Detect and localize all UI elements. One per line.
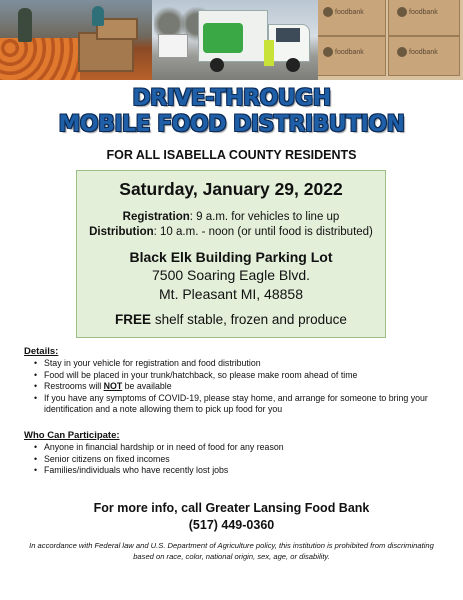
registration-label: Registration — [122, 211, 190, 223]
details-list — [34, 358, 444, 416]
boxes-photo — [318, 0, 463, 80]
truck-graphic — [203, 23, 243, 53]
photo-banner — [0, 0, 463, 80]
list-item: • Food will be placed in your trunk/hatchback, so please make room ahead of time — [34, 370, 444, 382]
food-box — [388, 36, 460, 76]
truck-wheel — [210, 58, 224, 72]
registration-line — [77, 210, 385, 225]
free-items-line — [77, 312, 385, 327]
foodbank-logo-icon — [397, 47, 407, 57]
participate-heading: Who Can Participate: — [24, 430, 120, 441]
foodbank-logo-icon — [323, 47, 333, 57]
worker-figure — [264, 40, 274, 66]
truck-photo — [152, 0, 318, 80]
address-line2: Mt. Pleasant MI, 48858 — [159, 286, 303, 302]
event-date: Saturday, January 29, 2022 — [119, 179, 343, 199]
address-line1: 7500 Soaring Eagle Blvd. — [152, 267, 310, 283]
box-brand: foodbank — [409, 49, 438, 56]
box-brand: foodbank — [335, 9, 364, 16]
foodbank-logo-icon — [397, 7, 407, 17]
truck-window — [276, 28, 300, 42]
produce-photo — [0, 0, 152, 80]
box-brand: foodbank — [409, 9, 438, 16]
volunteer-figure — [92, 6, 104, 26]
page-title-line2: MOBILE FOOD DISTRIBUTION — [58, 112, 405, 137]
foodbank-logo-icon — [323, 7, 333, 17]
restroom-text-pre: Restrooms will — [44, 381, 104, 392]
list-item: • Stay in your vehicle for registration and food distribution — [34, 358, 444, 370]
free-label: FREE — [115, 312, 152, 327]
distribution-label: Distribution — [89, 226, 154, 238]
venue-name: Black Elk Building Parking Lot — [129, 249, 333, 265]
truck-box — [198, 10, 268, 62]
event-info-box — [76, 170, 386, 338]
food-box — [318, 36, 386, 76]
onion-bags — [0, 38, 80, 80]
contact-line: For more info, call Greater Lansing Food Bank — [93, 501, 370, 515]
truck-wheel — [286, 58, 300, 72]
details-heading: Details: — [24, 346, 59, 357]
distribution-time: : 10 a.m. - noon (or until food is distributed) — [153, 226, 373, 238]
volunteer-figure — [18, 8, 32, 42]
list-item — [34, 381, 444, 393]
phone-number: (517) 449-0360 — [188, 518, 275, 532]
food-box — [388, 0, 460, 36]
van-shape — [158, 34, 188, 58]
distribution-line — [77, 225, 385, 240]
list-item: • If you have any symptoms of COVID-19, please stay home, and arrange for someone to bring your identification and a note allowing them to pick up food for you — [34, 393, 444, 416]
registration-time: : 9 a.m. for vehicles to line up — [189, 211, 340, 223]
usda-disclaimer: In accordance with Federal law and U.S. Department of Agriculture policy, this institution is prohibited from discriminating based on race, color, national origin, sex, age, or disability. — [29, 541, 434, 561]
list-item: • Families/individuals who have recently lost jobs — [34, 465, 444, 477]
restroom-emphasis: NOT — [103, 381, 123, 392]
list-item: • Senior citizens on fixed incomes — [34, 454, 444, 466]
restroom-text-post: be available — [122, 381, 172, 392]
free-items: shelf stable, frozen and produce — [151, 312, 347, 327]
food-box — [318, 0, 386, 36]
page-subtitle: FOR ALL ISABELLA COUNTY RESIDENTS — [106, 148, 357, 162]
box-brand: foodbank — [335, 49, 364, 56]
list-item: • Anyone in financial hardship or in need of food for any reason — [34, 442, 444, 454]
page-title-line1: DRIVE-THROUGH — [132, 86, 331, 111]
participate-list — [34, 442, 444, 477]
